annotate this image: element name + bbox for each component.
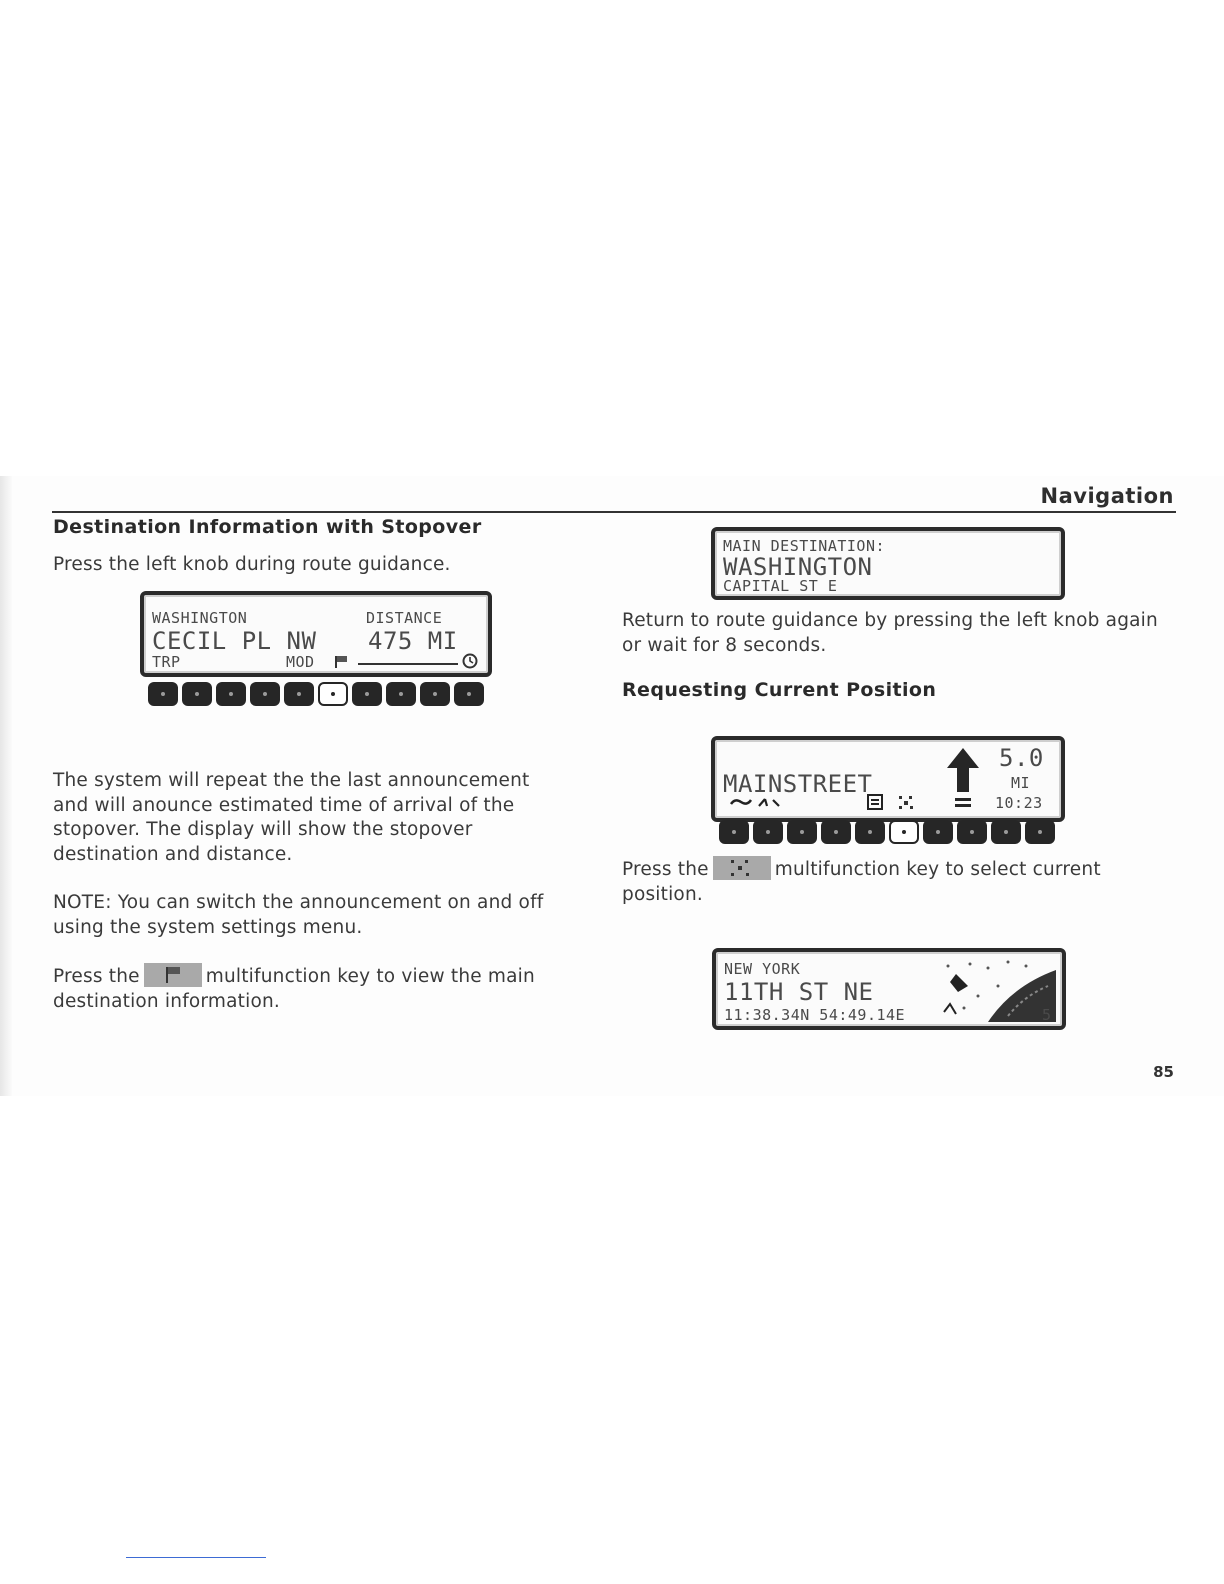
display-distance: 5.0 — [999, 744, 1044, 772]
return-line-1: Return to route guidance by pressing the left knob again — [622, 610, 1158, 631]
display-current-position — [712, 948, 1066, 1030]
multifunction-key-row-2 — [719, 820, 1055, 844]
clock-icon — [462, 653, 478, 669]
multifunction-key-row — [148, 682, 484, 706]
multifunction-key-2[interactable] — [753, 820, 783, 844]
display-main-dest-label: MAIN DESTINATION: — [723, 537, 886, 555]
display-city: WASHINGTON — [152, 609, 248, 627]
return-line-2: or wait for 8 seconds. — [622, 634, 827, 656]
heading-destination-info: Destination Information with Stopover — [53, 516, 482, 538]
body-line-4: destination and distance. — [53, 843, 293, 865]
display-coordinates: 11:38.34N 54:49.14E — [724, 1006, 906, 1024]
display-destination-distance — [140, 591, 492, 677]
multifunction-key-4[interactable] — [250, 682, 280, 706]
body-line-2: and will anounce estimated time of arrival of the — [53, 794, 515, 816]
press-satellite-paragraph — [622, 856, 1101, 907]
multifunction-key-4[interactable] — [821, 820, 851, 844]
page-edge-shadow — [0, 476, 12, 1096]
multifunction-key-5[interactable] — [284, 682, 314, 706]
press-suffix: multifunction key to view the main — [205, 966, 535, 987]
display-mainstreet: MAINSTREET — [723, 770, 873, 798]
display-main-dest-street: CAPITAL ST E — [723, 577, 838, 595]
page-number: 85 — [1153, 1063, 1174, 1081]
display-trp: TRP — [152, 653, 181, 671]
flag-icon — [334, 655, 348, 669]
footer-link-line — [126, 1557, 266, 1558]
multifunction-key-3[interactable] — [787, 820, 817, 844]
multifunction-key-9[interactable] — [991, 820, 1021, 844]
multifunction-key-10[interactable] — [454, 682, 484, 706]
heading-current-position: Requesting Current Position — [622, 679, 937, 701]
multifunction-key-1[interactable] — [719, 820, 749, 844]
display-position-street: 11TH ST NE — [724, 978, 874, 1006]
multifunction-key-3[interactable] — [216, 682, 246, 706]
multifunction-key-6-selected[interactable] — [318, 682, 348, 706]
display-main-destination — [711, 527, 1065, 600]
note-line-2: using the system settings menu. — [53, 916, 363, 938]
multifunction-key-6-selected[interactable] — [889, 820, 919, 844]
press-line-2: destination information. — [53, 990, 280, 1012]
multifunction-key-10[interactable] — [1025, 820, 1055, 844]
display-unit: MI — [1011, 774, 1031, 792]
display-satellite-count: 5 — [1042, 1006, 1052, 1024]
progress-line — [358, 663, 458, 667]
multifunction-key-8[interactable] — [386, 682, 416, 706]
note-paragraph — [53, 891, 544, 940]
display-distance-value: 475 MI — [368, 627, 458, 655]
multifunction-key-1[interactable] — [148, 682, 178, 706]
display-distance-label: DISTANCE — [366, 609, 443, 627]
press-prefix: Press the — [53, 966, 140, 987]
body-paragraph — [53, 769, 529, 867]
header-rule — [52, 511, 1176, 513]
flag-key-icon — [144, 963, 202, 987]
arrow-up-icon — [943, 746, 983, 810]
press-suffix: multifunction key to select current — [774, 859, 1101, 880]
satellite-key-icon — [713, 856, 771, 880]
multifunction-key-7[interactable] — [923, 820, 953, 844]
display-main-dest-city: WASHINGTON — [723, 553, 873, 581]
display-route-guidance — [711, 736, 1065, 822]
intro-text: Press the left knob during route guidance. — [53, 554, 451, 575]
display-street: CECIL PL NW — [152, 627, 317, 655]
press-line-2: position. — [622, 883, 703, 905]
return-paragraph — [622, 609, 1158, 658]
display-mod: MOD — [286, 653, 315, 671]
multifunction-key-9[interactable] — [420, 682, 450, 706]
note-line-1: NOTE: You can switch the announcement on and off — [53, 892, 544, 913]
multifunction-key-7[interactable] — [352, 682, 382, 706]
route-icons — [729, 796, 799, 810]
section-header: Navigation — [1040, 484, 1174, 508]
press-flag-paragraph — [53, 963, 535, 1014]
multifunction-key-8[interactable] — [957, 820, 987, 844]
list-icon — [867, 794, 883, 810]
press-prefix: Press the — [622, 859, 709, 880]
body-line-1: The system will repeat the the last announcement — [53, 770, 530, 791]
body-line-3: stopover. The display will show the stopover — [53, 819, 473, 840]
satellite-globe-icon — [928, 956, 1056, 1022]
display-time: 10:23 — [995, 794, 1043, 812]
multifunction-key-5[interactable] — [855, 820, 885, 844]
display-position-city: NEW YORK — [724, 960, 801, 978]
satellite-icon — [897, 794, 917, 812]
multifunction-key-2[interactable] — [182, 682, 212, 706]
